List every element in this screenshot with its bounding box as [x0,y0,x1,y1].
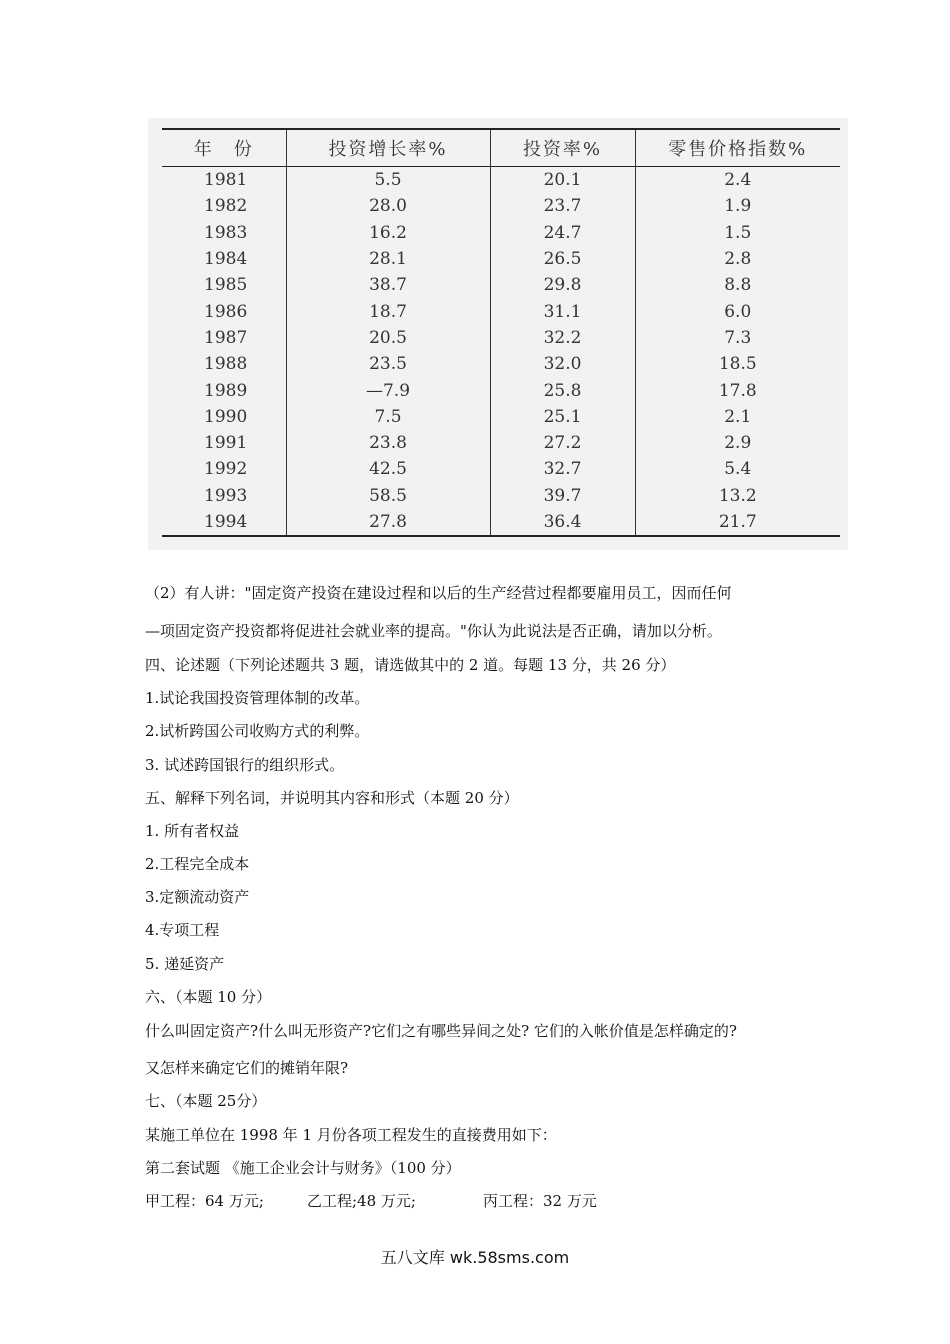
cell-investment-growth: 16.2 [286,220,490,246]
cell-investment-growth: 23.5 [286,351,490,377]
cell-investment-growth: 28.0 [286,193,490,219]
cell-investment-growth: 27.8 [286,509,490,536]
cell-investment-rate: 20.1 [490,167,635,194]
section-7-line-1: 某施工单位在 1998 年 1 月份各项工程发生的直接费用如下： [145,1126,557,1144]
table-header-row [162,129,840,167]
cell-investment-rate: 36.4 [490,509,635,536]
table-row [162,298,840,324]
investment-table [162,128,840,537]
cell-year: 1990 [204,406,248,427]
section-5-item-4: 4.专项工程 [145,921,220,939]
cell-investment-growth: 5.5 [286,167,490,194]
cell-investment-growth: 58.5 [286,483,490,509]
cell-year: 1994 [162,509,286,536]
cell-year: 1992 [204,459,248,480]
section-5-item-2: 2.工程完全成本 [145,855,250,873]
section-6-title: 六、（本题 10 分） [145,988,272,1006]
cell-year: 1991 [204,433,248,454]
cell-investment-growth: 42.5 [286,456,490,482]
table-row [162,509,840,536]
table-row [162,377,840,403]
table-row [162,456,840,482]
header-investment-rate: 投资率% [490,129,635,167]
section-4-item-3: 3. 试述跨国银行的组织形式。 [145,756,345,774]
cell-year: 1982 [204,196,248,217]
cost-c: 丙工程：32 万元 [483,1192,597,1210]
cell-year: 1983 [204,222,248,243]
cell-year: 1988 [204,354,248,375]
cost-b: 乙工程;48 万元; [307,1192,416,1210]
cell-investment-rate: 32.7 [490,456,635,482]
cell-investment-growth: 18.7 [286,298,490,324]
header-retail-price-index: 零售价格指数% [635,129,840,167]
cell-retail-price-index: 2.8 [635,246,840,272]
section-6-line-1: 什么叫固定资产?什么叫无形资产?它们之有哪些异间之处? 它们的入帐价值是怎样确定的? [145,1022,737,1040]
section-5-item-5: 5. 递延资产 [145,955,225,973]
table-row [162,246,840,272]
data-table-image [148,118,848,550]
cell-retail-price-index: 17.8 [635,377,840,403]
section-4-item-2: 2.试析跨国公司收购方式的利弊。 [145,722,370,740]
cell-retail-price-index: 5.4 [635,456,840,482]
table-row [162,483,840,509]
cell-investment-rate: 32.0 [490,351,635,377]
table-row [162,430,840,456]
cell-investment-growth: 7.5 [286,404,490,430]
cell-retail-price-index: 7.3 [635,325,840,351]
cell-investment-growth: 38.7 [286,272,490,298]
table-row [162,404,840,430]
table-row [162,272,840,298]
footer-watermark: 五八文库 wk.58sms.com [380,1248,570,1267]
section-5-item-1: 1. 所有者权益 [145,822,240,840]
cost-line [145,1191,825,1211]
cell-year: 1981 [204,170,248,191]
cell-retail-price-index: 2.9 [635,430,840,456]
cell-investment-growth: 20.5 [286,325,490,351]
table-row [162,167,840,194]
section-7-line-2: 第二套试题 《施工企业会计与财务》（100 分） [145,1159,461,1177]
cell-year: 1989 [204,380,248,401]
cell-investment-rate: 32.2 [490,325,635,351]
table-row [162,351,840,377]
cell-retail-price-index: 6.0 [635,298,840,324]
cell-year: 1987 [204,327,248,348]
cell-investment-rate: 25.1 [490,404,635,430]
cell-investment-rate: 31.1 [490,298,635,324]
cell-retail-price-index: 1.5 [635,220,840,246]
cell-year: 1985 [204,275,248,296]
cell-investment-growth: —7.9 [286,377,490,403]
cell-retail-price-index: 13.2 [635,483,840,509]
cost-a: 甲工程：64 万元; [145,1192,264,1210]
header-investment-growth: 投资增长率% [286,129,490,167]
cell-year: 1984 [204,249,248,270]
cell-retail-price-index: 2.1 [635,404,840,430]
cell-investment-rate: 39.7 [490,483,635,509]
section-7-title: 七、（本题 25分） [145,1092,267,1110]
cell-investment-rate: 25.8 [490,377,635,403]
section-4-item-1: 1.试论我国投资管理体制的改革。 [145,689,370,707]
cell-investment-rate: 23.7 [490,193,635,219]
q2-line-1: （2）有人讲："固定资产投资在建设过程和以后的生产经营过程都要雇用员工，因而任何 [145,584,732,602]
header-year: 年 份 [193,139,254,160]
cell-year: 1993 [204,485,248,506]
table-row [162,193,840,219]
cell-investment-rate: 26.5 [490,246,635,272]
cell-retail-price-index: 2.4 [635,167,840,194]
cell-investment-rate: 27.2 [490,430,635,456]
cell-retail-price-index: 1.9 [635,193,840,219]
cell-retail-price-index: 8.8 [635,272,840,298]
q2-line-2: —项固定资产投资都将促进社会就业率的提高。"你认为此说法是否正确，请加以分析。 [145,622,722,640]
cell-investment-rate: 29.8 [490,272,635,298]
cell-retail-price-index: 18.5 [635,351,840,377]
section-5-title: 五、解释下列名词，并说明其内容和形式（本题 20 分） [145,789,519,807]
cell-investment-rate: 24.7 [490,220,635,246]
table-row [162,325,840,351]
section-6-line-2: 又怎样来确定它们的摊销年限? [145,1059,349,1077]
cell-investment-growth: 23.8 [286,430,490,456]
cell-retail-price-index: 21.7 [635,509,840,536]
cell-year: 1986 [204,301,248,322]
section-5-item-3: 3.定额流动资产 [145,888,250,906]
table-row [162,220,840,246]
section-4-title: 四、论述题（下列论述题共 3 题，请选做其中的 2 道。每题 13 分，共 26 分） [145,656,676,674]
cell-investment-growth: 28.1 [286,246,490,272]
